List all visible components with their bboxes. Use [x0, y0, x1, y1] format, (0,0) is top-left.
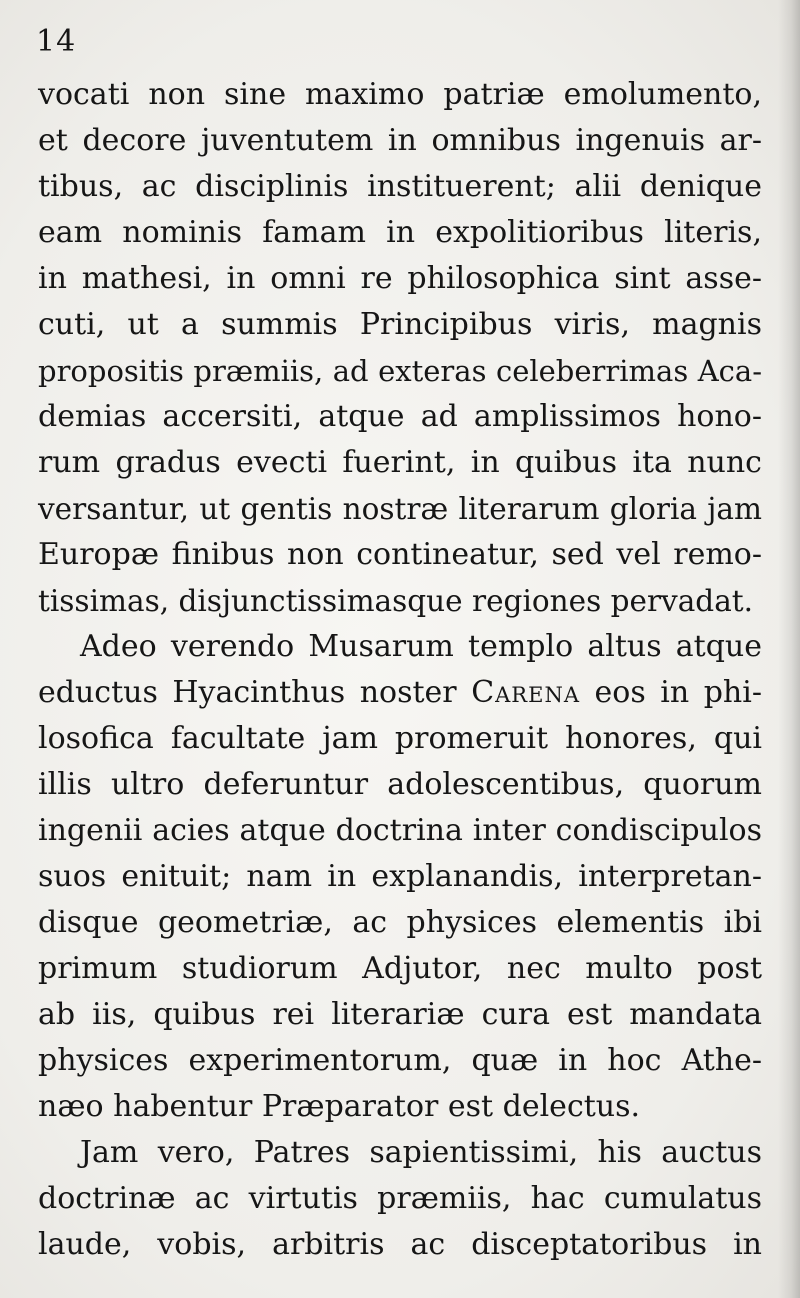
text-line: vocati non sine maximo patriæ emolumento, — [38, 77, 762, 112]
text-line: doctrinæ ac virtutis præmiis, hac cumulatus — [38, 1181, 762, 1216]
text-line-with-name — [38, 670, 762, 716]
paragraph-end-line: næo habentur Præparator est delectus. — [38, 1089, 641, 1124]
text-line: suos enituit; nam in explanandis, interpretan- — [38, 859, 762, 894]
text-line: rum gradus evecti fuerint, in quibus ita nunc — [38, 445, 762, 480]
paragraph-end-line: tissimas, disjunctissimasque regiones pervadat. — [38, 584, 754, 618]
text-line: in mathesi, in omni re philosophica sint asse- — [38, 261, 762, 296]
body-text — [38, 72, 762, 1268]
paragraph-start-line: Jam vero, Patres sapientissimi, his auctus — [80, 1135, 762, 1170]
text-line: tibus, ac disciplinis instituerent; alii denique — [38, 169, 762, 204]
paragraph-start-line: Adeo verendo Musarum templo altus atque — [80, 629, 762, 664]
text-line: laude, vobis, arbitris ac disceptatoribus in — [38, 1227, 762, 1262]
text-line: illis ultro deferuntur adolescentibus, quorum — [38, 767, 762, 802]
text-line: primum studiorum Adjutor, nec multo post — [38, 951, 762, 986]
page-number: 14 — [36, 24, 77, 59]
text-fragment: eos in phi- — [594, 675, 762, 710]
text-line: cuti, ut a summis Principibus viris, magnis — [38, 307, 762, 342]
text-line: physices experimentorum, quæ in hoc Athe- — [38, 1043, 762, 1078]
text-line: Europæ finibus non contineatur, sed vel remo- — [38, 537, 762, 572]
text-line: versantur, ut gentis nostræ literarum gloria jam — [38, 492, 762, 526]
text-line: disque geometriæ, ac physices elementis ibi — [38, 905, 762, 940]
text-line: et decore juventutem in omnibus ingenuis ar- — [38, 123, 762, 158]
page-edge-shadow — [778, 0, 800, 1298]
text-line: losofica facultate jam promeruit honores, qui — [38, 721, 762, 756]
text-line: demias accersiti, atque ad amplissimos hono- — [38, 399, 762, 434]
text-line: ab iis, quibus rei literariæ cura est mandata — [38, 997, 762, 1032]
text-fragment: eductus Hyacinthus noster — [38, 675, 457, 710]
person-name: Carena — [471, 675, 580, 710]
text-line: eam nominis famam in expolitioribus literis, — [38, 215, 762, 250]
text-line: ingenii acies atque doctrina inter condiscipulos — [38, 813, 762, 848]
text-line: propositis præmiis, ad exteras celeberrimas Aca- — [38, 354, 762, 388]
